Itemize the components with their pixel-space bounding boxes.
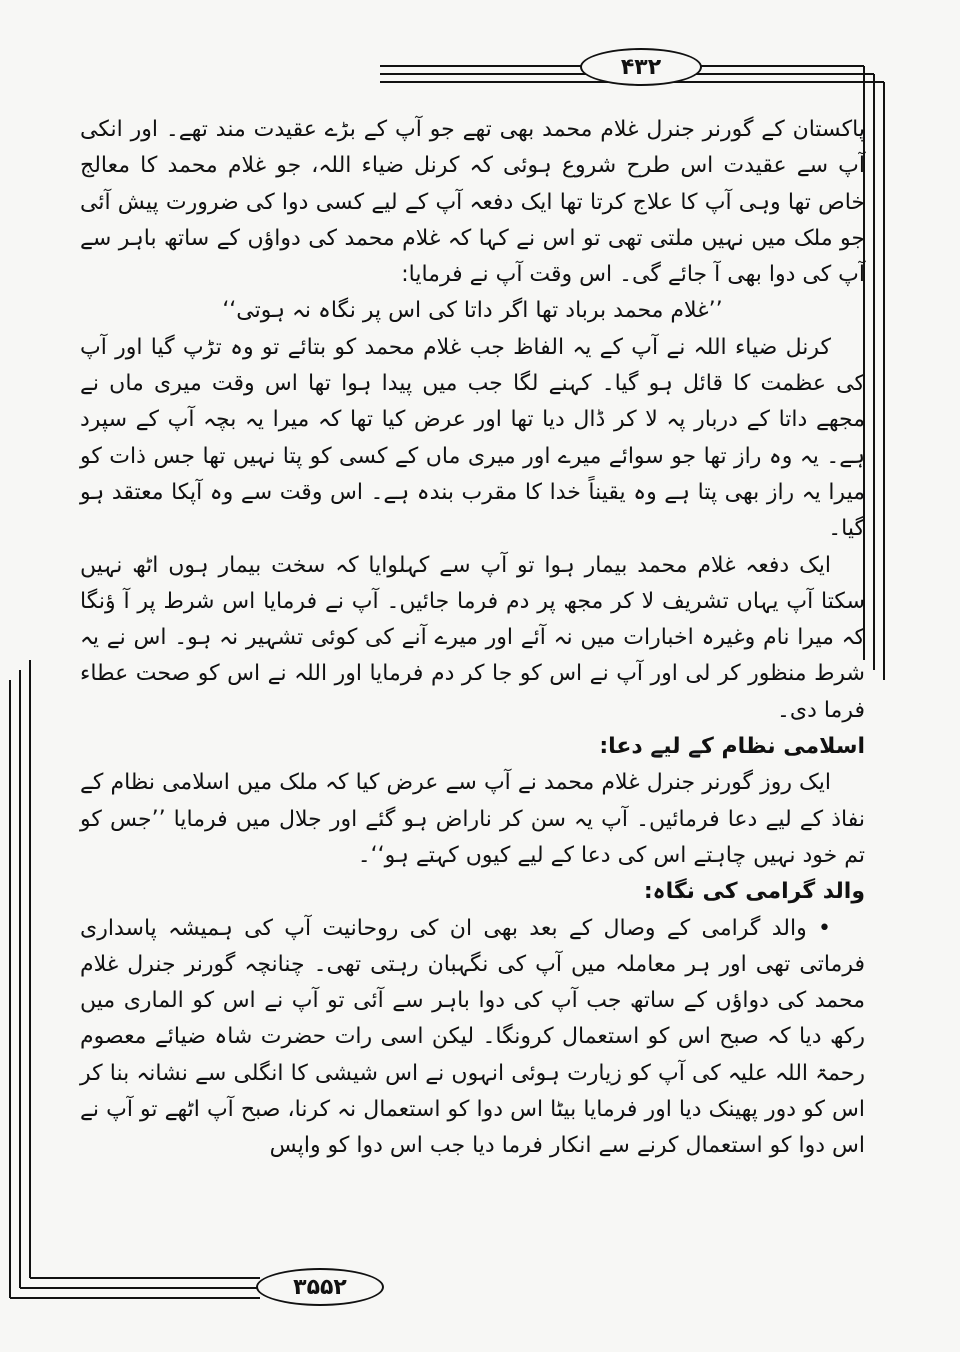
left-border-line [10,660,30,1298]
section-heading-father-gaze: والد گرامی کی نگاہ: [643,879,865,905]
bottom-page-number: ۳۵۵۲ [293,1274,347,1300]
paragraph-2: کرنل ضیاء اللہ نے آپ کے یہ الفاظ جب غلام محمد کو بتائے تو وہ تڑپ گیا اور آپ کی عظمت کا قائل ہو گیا۔ کہنے لگا جب میں پیدا ہوا تھا اس وقت میری ماں نے مجھے داتا کے دربار پہ لا کر ڈال دیا تھا اور عرض کیا تھا کہ میرا یہ بچہ آپ کے سپرد ہے۔ یہ وہ راز تھا جو سوائے میرے اور میری ماں کے کسی کو پتا نہیں تھا جس ذات کو میرا یہ راز بھی پتا ہے وہ یقیناً خدا کا مقرب بندہ ہے۔ اس وقت سے وہ آپکا معتقد ہو گیا۔ [80,334,865,542]
top-page-number-badge [580,48,702,86]
paragraph-4: ایک روز گورنر جنرل غلام محمد نے آپ سے عرض کیا کہ ملک میں اسلامی نظام کے نفاذ کے لیے دعا فرمائیں۔ آپ یہ سن کر ناراض ہو گئے اور جلال میں فرمایا ’’جس کو تم خود نہیں چاہتے اس کی دعا کے لیے کیوں کہتے ہو‘‘۔ [80,770,865,868]
right-border-line [864,66,884,680]
bottom-border-line [10,1278,260,1298]
paragraph-3: ایک دفعہ غلام محمد بیمار ہوا تو آپ سے کہلوایا کہ سخت بیمار ہوں اٹھ نہیں سکتا آپ یہاں تشریف لا کر مجھ پر دم فرما جائیں۔ آپ نے فرمایا اس شرط پر آ ؤنگا کہ میرا نام وغیرہ اخبارات میں نہ آئے اور میرے آنے کی کوئی تشہیر نہ ہو۔ اس نے یہ شرط منظور کر لی اور آپ نے اس کو جا کر دم فرمایا اور اللہ نے اس کو صحت عطاء فرما دی۔ [80,552,865,723]
top-page-number: ۴۳۲ [620,54,662,80]
paragraph-5: • والد گرامی کے وصال کے بعد بھی ان کی روحانیت آپ کی ہمیشہ پاسداری فرماتی تھی اور ہر معاملہ میں آپ کی نگہبان رہتی تھی۔ چنانچہ گورنر جنرل غلام محمد کی دواؤں کے ساتھ جب آپ کی دوا باہر سے آئی تو آپ نے اس کو الماری میں رکھ دیا کہ صبح اس کو استعمال کرونگا۔ لیکن اسی رات حضرت شاہ ضیائے معصوم رحمۃ اللہ علیہ کی آپ کو زیارت ہوئی انہوں نے اس شیشی کا انگلی سے نشانہ بنا کر اس کو دور پھینک دیا اور فرمایا بیٹا اس دوا کو استعمال نہ کرنا، صبح آپ اٹھے تو آپ نے اس دوا کو استعمال کرنے سے انکار فرما دیا جب اس دوا کو واپس [80,915,865,1159]
section-heading-islamic-system: اسلامی نظام کے لیے دعا: [599,734,865,760]
quote-line: ’’غلام محمد برباد تھا اگر داتا کی اس پر نگاہ نہ ہوتی‘‘ [222,298,723,324]
bottom-page-number-badge [256,1268,384,1306]
paragraph-1: پاکستان کے گورنر جنرل غلام محمد بھی تھے جو آپ کے بڑے عقیدت مند تھے۔ اور انکی آپ سے عقیدت اس طرح شروع ہوئی کہ کرنل ضیاء اللہ، جو غلام محمد کا معالج خاص تھا وہی آپ کا علاج کرتا تھا ایک دفعہ آپ کے لیے کسی دوا کی ضرورت پیش آئی جو ملک میں نہیں ملتی تھی تو اس نے کہا کہ غلام محمد کی دواؤں کے ساتھ باہر سے آپ کی دوا بھی آ جائے گی۔ اس وقت آپ نے فرمایا: [80,117,865,288]
page-body-text [80,112,865,1165]
